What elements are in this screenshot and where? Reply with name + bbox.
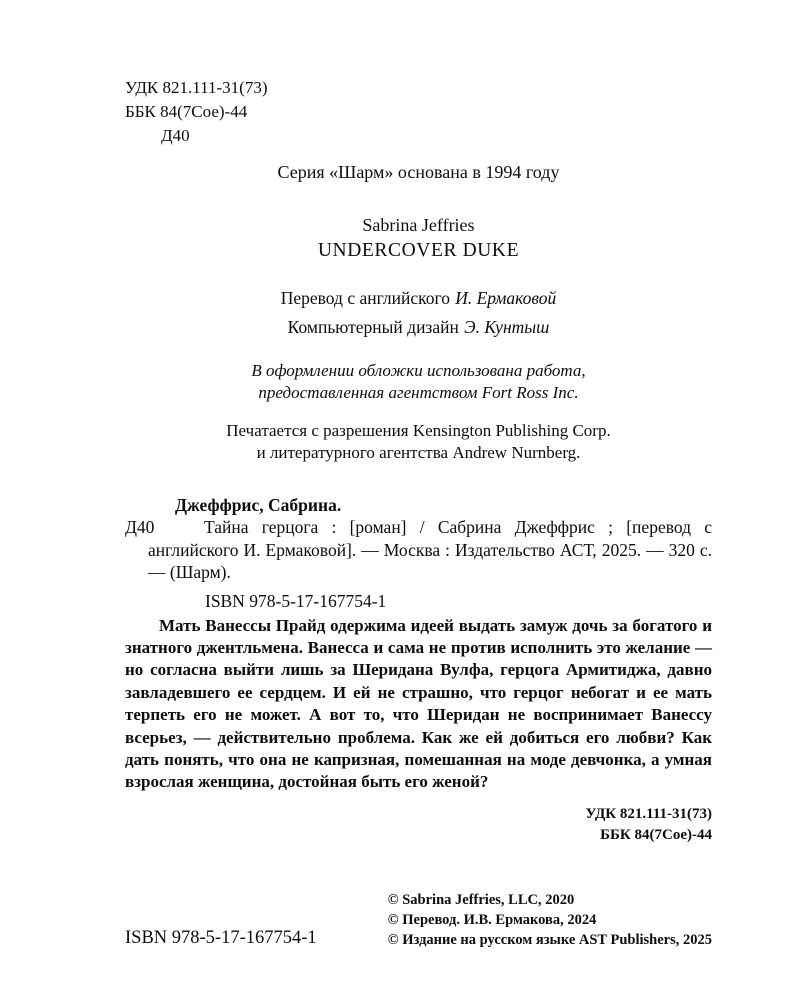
- translation-credit: [125, 287, 712, 309]
- publishing-permission-line2: и литературного агентства Andrew Nurnberg.: [256, 443, 581, 462]
- copyright-line-edition: © Издание на русском языке AST Publishers, 2025: [387, 931, 712, 948]
- translation-credit-prefix: Перевод с английского: [280, 288, 450, 308]
- copyright-line-author: © Sabrina Jeffries, LLC, 2020: [387, 891, 575, 908]
- isbn-bottom: ISBN 978-5-17-167754-1: [125, 927, 317, 948]
- bbk-code-bottom: ББК 84(7Сое)-44: [600, 826, 712, 843]
- design-credit-prefix: Компьютерный дизайн: [287, 317, 459, 337]
- bibliographic-codes-bottom: [125, 804, 712, 846]
- author-sign-top: Д40: [161, 126, 190, 145]
- translator-name: И. Ермаковой: [455, 288, 557, 308]
- catalog-body: [125, 516, 712, 584]
- udk-code-top: УДК 821.111-31(73): [125, 78, 268, 97]
- bbk-code-top: ББК 84(7Сое)-44: [125, 102, 248, 121]
- catalog-author: Джеффрис, Сабрина.: [175, 495, 342, 515]
- cover-art-note-line2: предоставленная агентством Fort Ross Inc.: [258, 383, 579, 402]
- bottom-imprint-row: [125, 890, 712, 950]
- cover-art-note: [125, 360, 712, 404]
- bibliographic-codes-top: [125, 76, 712, 148]
- publishing-permission: [125, 420, 712, 464]
- series-note: Серия «Шарм» основана в 1994 году: [277, 162, 560, 182]
- book-annotation: Мать Ванессы Прайд одержима идеей выдать замуж дочь за богатого и знатного джентльмена. Ванесса и сама не против исполнить это желание — но согласна выйти лишь за Шеридана Вулфа, герцога Армитиджа, давно завладевшего ее сердцем. И ей не страшно, что герцог небогат и ее мать терпеть его не может. А вот то, что Шеридан не воспринимает Ванессу всерьез, — действительно проблема. Как же ей добиться его любви? Как дать понять, что она не капризная, помешанная на моде девчонка, а умная взрослая женщина, достойная быть его женой?: [125, 615, 712, 792]
- catalog-author-sign: Д40: [125, 517, 155, 537]
- publishing-permission-line1: Печатается с разрешения Kensington Publishing Corp.: [226, 421, 611, 440]
- design-credit: [125, 316, 712, 338]
- copyright-block: [388, 890, 712, 950]
- original-title: UNDERCOVER DUKE: [317, 240, 520, 261]
- cover-art-note-line1: В оформлении обложки использована работа,: [251, 361, 586, 380]
- designer-name: Э. Кунтыш: [464, 317, 550, 337]
- copyright-line-translation: © Перевод. И.В. Ермакова, 2024: [387, 911, 597, 928]
- original-author: Sabrina Jeffries: [362, 215, 475, 235]
- catalog-entry: [125, 494, 712, 612]
- udk-code-bottom: УДК 821.111-31(73): [585, 805, 712, 822]
- catalog-isbn: ISBN 978-5-17-167754-1: [205, 590, 387, 611]
- catalog-description: Тайна герцога : [роман] / Сабрина Джеффрис ; [перевод с английского И. Ермаковой]. — Москва : Издательство АСТ, 2025. — 320 с. — (Шарм).: [148, 517, 712, 582]
